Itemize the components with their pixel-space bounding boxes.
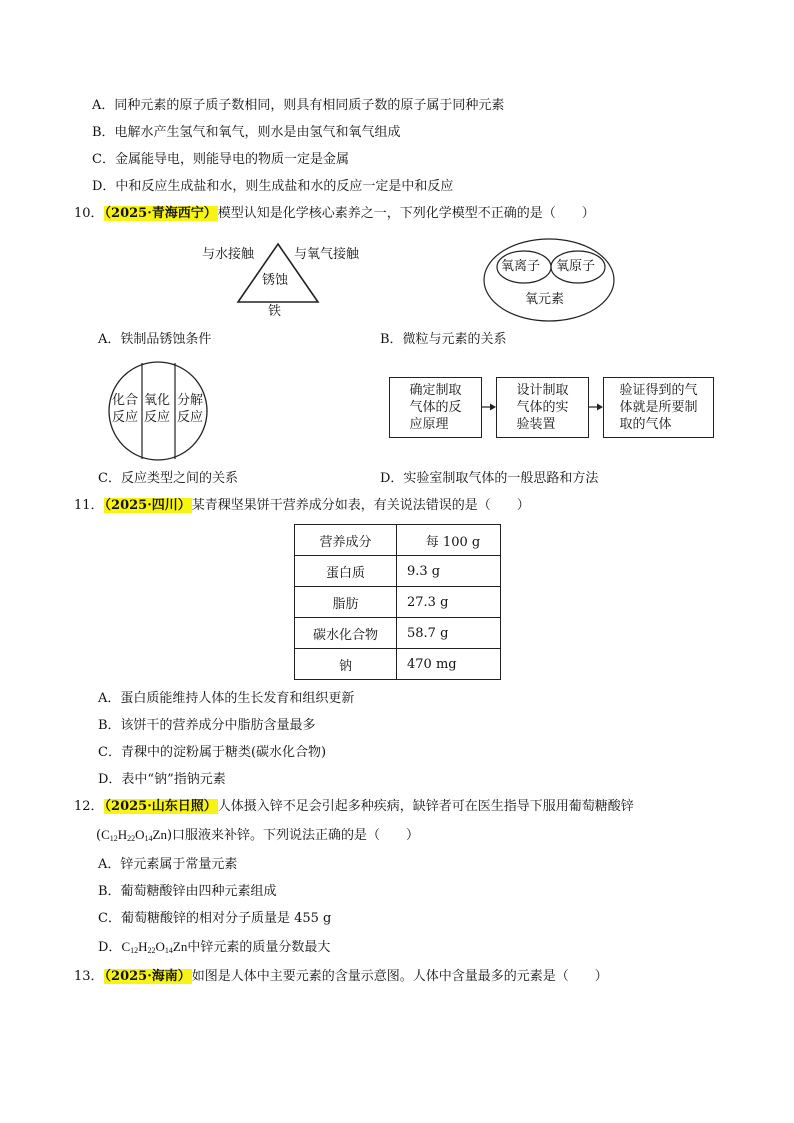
q11-option-b: B．该饼干的营养成分中脂肪含量最多 [98, 718, 316, 733]
question-stem: 某青稞坚果饼干营养成分如表，有关说法错误的是（ ） [191, 498, 530, 513]
circle-col3-label: 分解 反应 [177, 393, 204, 425]
circle-col1-label: 化合 反应 [112, 393, 139, 425]
q11-option-a: A．蛋白质能维持人体的生长发育和组织更新 [98, 691, 355, 706]
q11-option-d: D．表中“钠”指钠元素 [98, 772, 226, 787]
chemical-formula: $C_{12}H_{22}O_{14}Zn$ [121, 939, 188, 955]
q9-option-d: D．中和反应生成盐和水，则生成盐和水的反应一定是中和反应 [92, 179, 454, 194]
table-row [295, 618, 501, 649]
triangle-bottom-label: 铁 [268, 304, 282, 319]
table-header-row [295, 525, 501, 556]
triangle-center-label: 锈蚀 [262, 273, 289, 288]
question-number: 12． [74, 799, 104, 814]
question-stem: 如图是人体中主要元素的含量示意图。人体中含量最多的元素是（ ） [191, 969, 608, 984]
table-header-cell: 每 100 g [397, 525, 501, 556]
table-cell: 碳水化合物 [295, 618, 397, 649]
table-cell: 58.7 g [397, 618, 501, 649]
question-number: 10． [74, 206, 104, 221]
circle-col2-label: 氧化 反应 [144, 393, 171, 425]
question-stem: 模型认知是化学核心素养之一，下列化学模型不正确的是（ ） [217, 206, 595, 221]
q11-stem-line [74, 497, 530, 515]
table-cell: 9.3 g [397, 556, 501, 587]
q12-stem-line [74, 798, 634, 816]
q11-option-c: C．青稞中的淀粉属于糖类(碳水化合物) [98, 745, 327, 760]
chemical-formula: $C_{12}H_{22}O_{14}Zn$ [101, 827, 167, 843]
triangle-left-label: 与水接触 [202, 247, 255, 262]
table-cell: 钠 [295, 649, 397, 680]
triangle-right-label: 与氧气接触 [294, 247, 360, 262]
question-stem: 人体摄入锌不足会引起多种疾病，缺锌者可在医生指导下服用葡萄糖酸锌 [217, 799, 634, 814]
q12-option-d: D．$C_{12}H_{22}O_{14}Zn$中锌元素的质量分数最大 [98, 939, 331, 955]
source-badge: （2025·青海西宁） [104, 206, 217, 221]
flow-step-3: 验证得到的气 体就是所要制 取的气体 [603, 377, 714, 438]
table-cell: 470 mg [397, 649, 501, 680]
q10-option-b: B．微粒与元素的关系 [380, 332, 507, 347]
flow-step-1: 确定制取 气体的反 应原理 [389, 377, 482, 438]
table-cell: 27.3 g [397, 587, 501, 618]
q10-option-d: D．实验室制取气体的一般思路和方法 [380, 471, 599, 486]
table-row [295, 556, 501, 587]
ellipse-inner-right-label: 氧原子 [556, 259, 596, 274]
q9-option-b: B．电解水产生氢气和氧气，则水是由氢气和氧气组成 [92, 125, 401, 140]
ellipse-outer-label: 氧元素 [525, 292, 565, 307]
q9-option-c: C．金属能导电，则能导电的物质一定是金属 [92, 152, 349, 167]
flow-arrow-2 [589, 402, 603, 412]
source-badge: （2025·海南） [104, 969, 191, 984]
q12-option-a: A．锌元素属于常量元素 [98, 857, 238, 872]
flow-arrow-1 [482, 402, 496, 412]
ellipse-inner-left-label: 氧离子 [501, 259, 541, 274]
flow-step-2: 设计制取 气体的实 验装置 [496, 377, 589, 438]
q12-option-c: C．葡萄糖酸锌的相对分子质量是 455 g [98, 911, 332, 926]
question-number: 11． [74, 498, 104, 513]
question-number: 13． [74, 969, 104, 984]
table-row [295, 649, 501, 680]
q10-option-a: A．铁制品锈蚀条件 [98, 332, 212, 347]
source-badge: （2025·山东日照） [104, 799, 217, 814]
particle-element-ellipse [482, 237, 616, 323]
table-cell: 蛋白质 [295, 556, 397, 587]
nutrition-table [294, 524, 501, 680]
q12-stem-line-2: $(C_{12}H_{22}O_{14}Zn)$口服液来补锌。下列说法正确的是（ ） [96, 827, 420, 843]
q13-stem-line [74, 968, 608, 986]
q12-option-b: B．葡萄糖酸锌由四种元素组成 [98, 884, 277, 899]
source-badge: （2025·四川） [104, 498, 191, 513]
table-header-cell: 营养成分 [295, 525, 397, 556]
q10-stem-line [74, 205, 595, 223]
q9-option-a: A．同种元素的原子质子数相同，则具有相同质子数的原子属于同种元素 [92, 98, 505, 113]
table-row [295, 587, 501, 618]
q10-option-c: C．反应类型之间的关系 [98, 471, 238, 486]
table-cell: 脂肪 [295, 587, 397, 618]
